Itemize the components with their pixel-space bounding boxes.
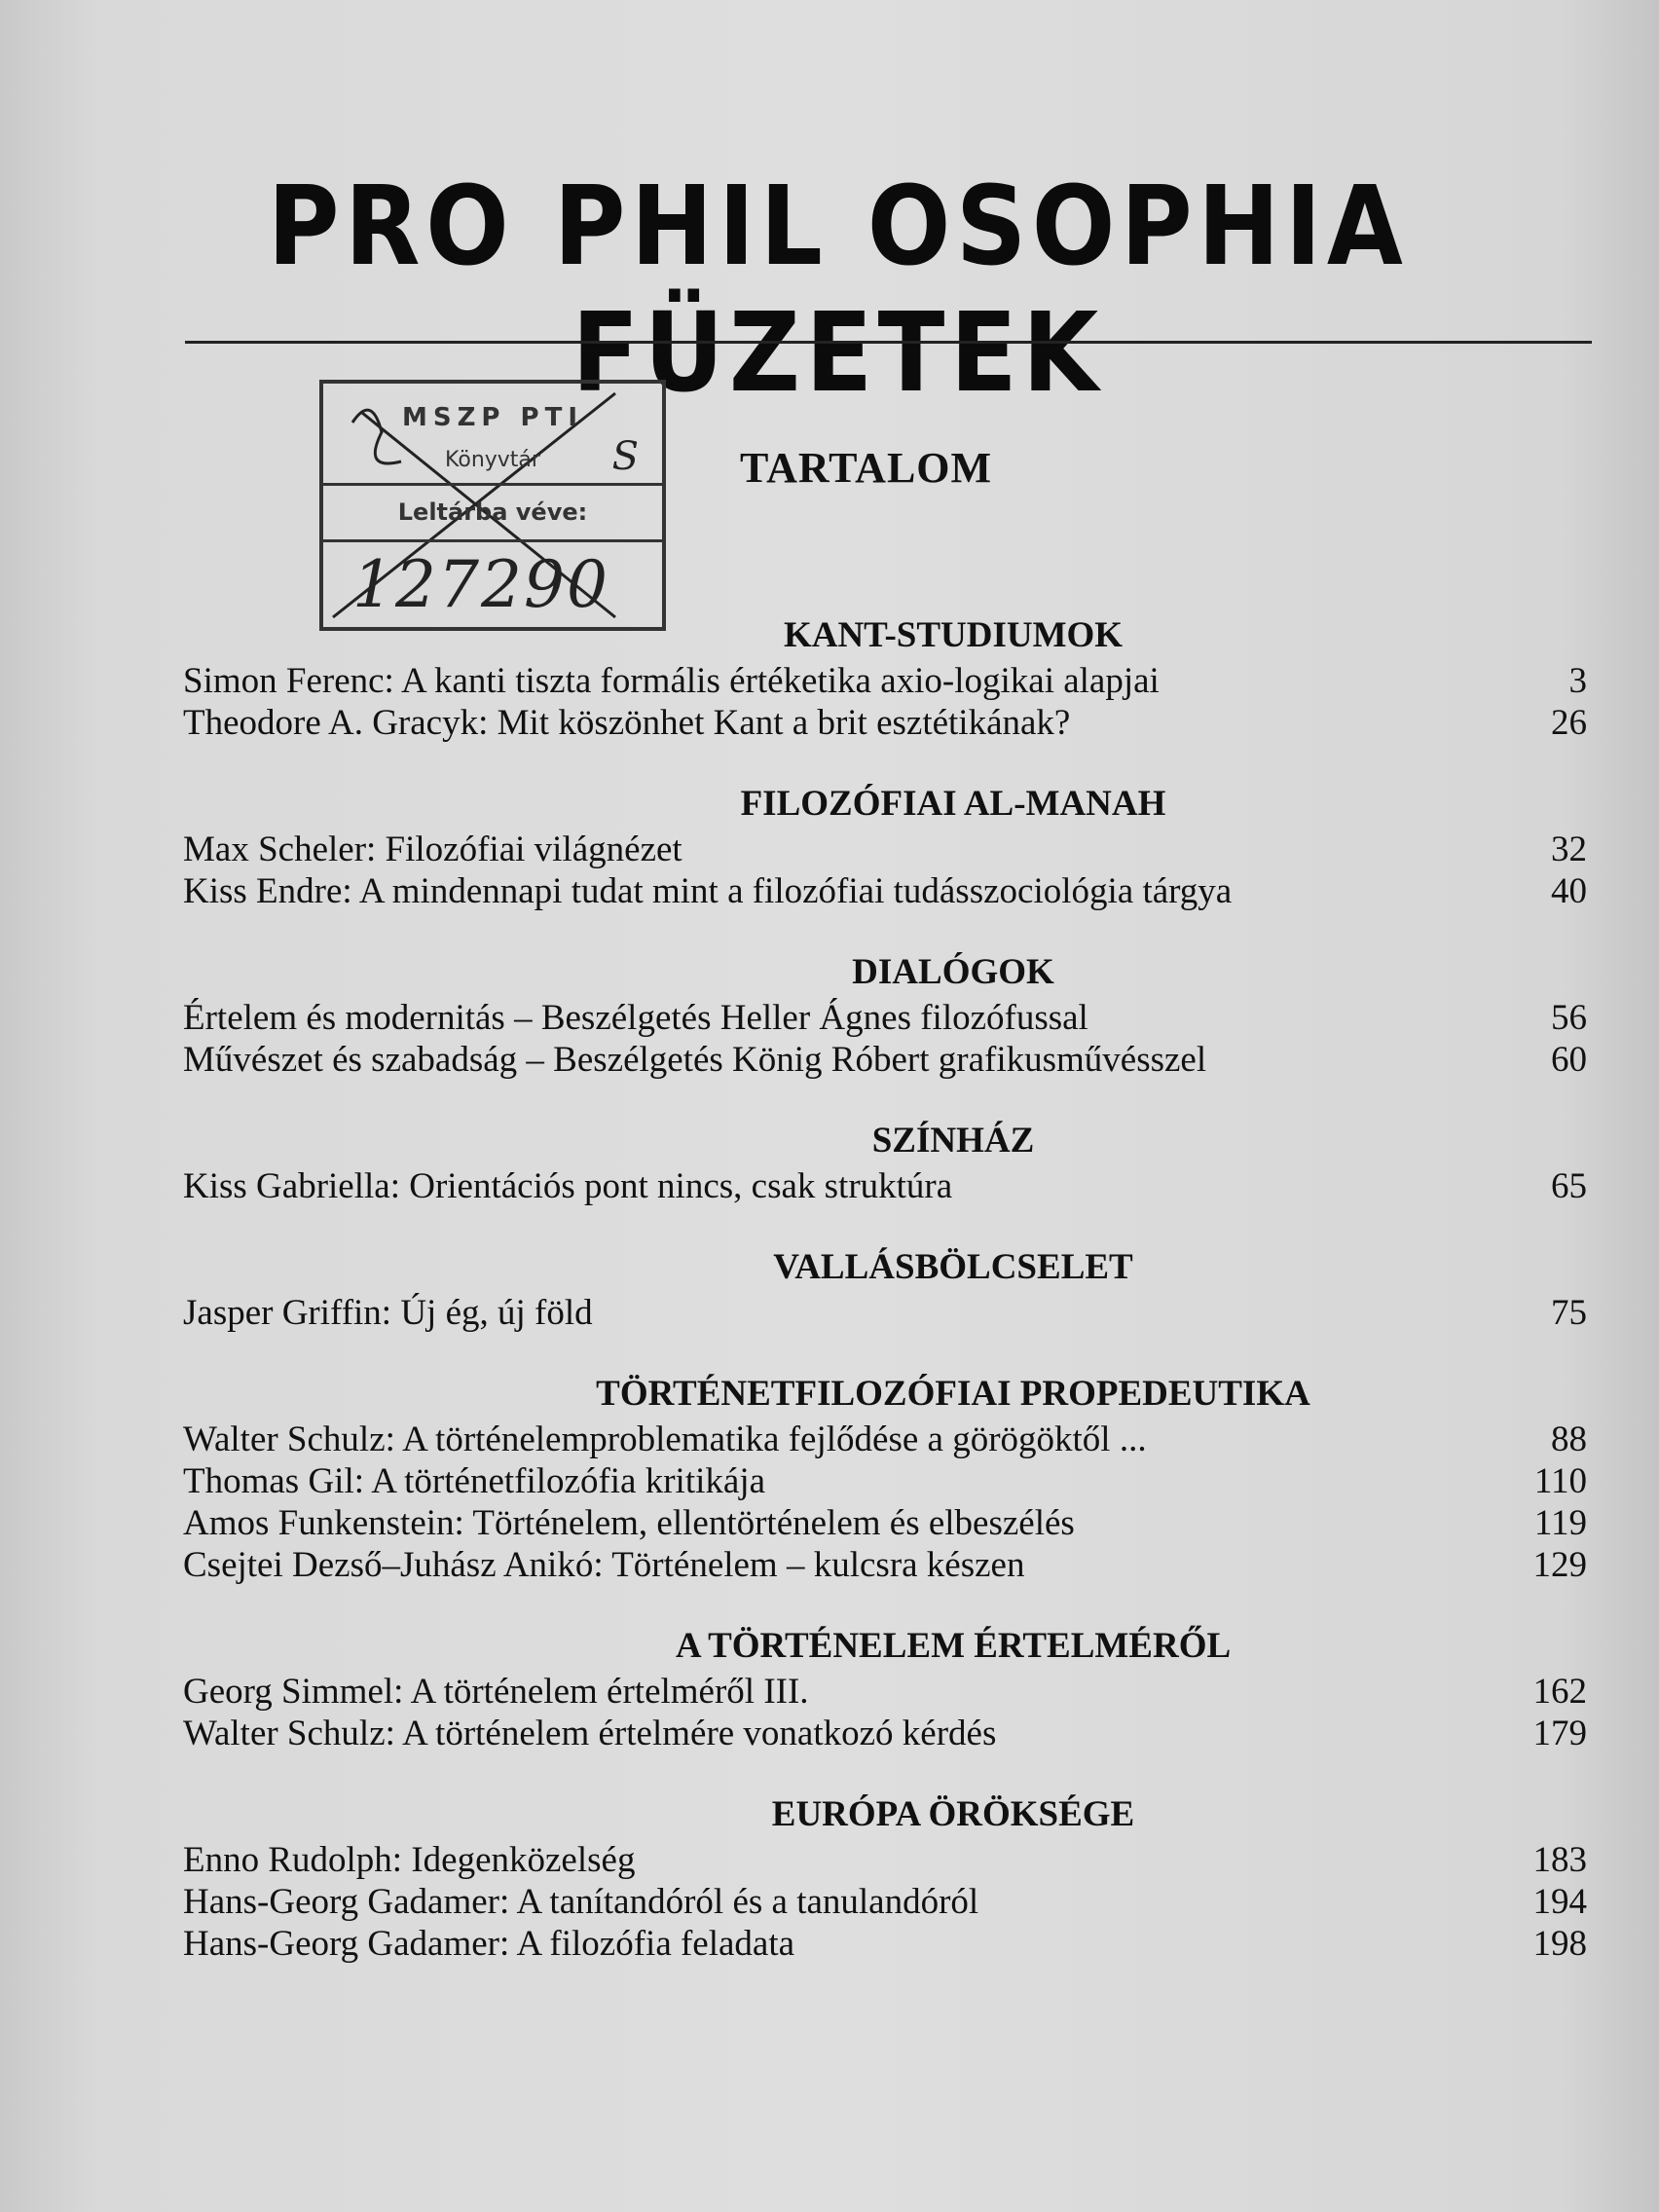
toc-section <box>183 613 1587 744</box>
toc-entry <box>183 1460 1587 1502</box>
toc-entry <box>183 1419 1587 1460</box>
entry-title: Jasper Griffin: Új ég, új föld <box>183 1293 593 1333</box>
stamp-inventory-number: 127290 <box>352 547 609 622</box>
stamp-divider <box>323 483 662 486</box>
entry-title: Csejtei Dezső–Juhász Anikó: Történelem – kulcsra készen <box>183 1545 1025 1585</box>
entry-page-number: 119 <box>1533 1503 1587 1543</box>
toc-entry <box>183 660 1587 702</box>
entry-title: Thomas Gil: A történetfilozófia kritikája <box>183 1461 766 1501</box>
stamp-mark: S <box>611 434 639 479</box>
toc-entry <box>183 1881 1587 1923</box>
entry-page-number: 179 <box>1532 1714 1587 1753</box>
library-stamp <box>319 380 666 631</box>
toc-entry <box>183 1502 1587 1544</box>
entry-title: Max Scheler: Filozófiai világnézet <box>183 830 682 869</box>
entry-title: Walter Schulz: A történelem értelmére vonatkozó kérdés <box>183 1714 997 1753</box>
entry-page-number: 32 <box>1551 830 1587 869</box>
entry-title: Theodore A. Gracyk: Mit köszönhet Kant a brit esztétikának? <box>183 703 1071 743</box>
section-title: KANT-STUDIUMOK <box>783 615 1124 655</box>
entry-page-number: 75 <box>1551 1293 1587 1333</box>
entry-title: Hans-Georg Gadamer: A tanítandóról és a tanulandóról <box>183 1882 979 1922</box>
entry-title: Művészet és szabadság – Beszélgetés König Róbert grafikusművésszel <box>183 1040 1207 1080</box>
toc-entry <box>183 1839 1587 1881</box>
toc-section <box>183 1245 1587 1334</box>
stamp-line-3: Leltárba véve: <box>397 498 588 526</box>
entry-page-number: 3 <box>1568 661 1587 701</box>
toc-entry <box>183 997 1587 1039</box>
entry-page-number: 183 <box>1532 1840 1587 1880</box>
toc-entry <box>183 1292 1587 1334</box>
toc-entry <box>183 1039 1587 1081</box>
toc-entry <box>183 1544 1587 1586</box>
toc-entry <box>183 702 1587 744</box>
section-title: A TÖRTÉNELEM ÉRTELMÉRŐL <box>675 1626 1232 1666</box>
toc-heading: TARTALOM <box>740 444 993 492</box>
toc-section <box>183 950 1587 1081</box>
toc-entry <box>183 1923 1587 1965</box>
section-title: FILOZÓFIAI AL-MANAH <box>740 784 1166 824</box>
stamp-line-1: MSZP PTI <box>401 403 584 432</box>
toc-entry <box>183 1713 1587 1754</box>
entry-title: Kiss Endre: A mindennapi tudat mint a filozófiai tudásszociológia tárgya <box>183 871 1233 911</box>
entry-page-number: 60 <box>1551 1040 1587 1080</box>
entry-page-number: 129 <box>1532 1545 1587 1585</box>
toc-section <box>183 1372 1587 1586</box>
entry-title: Amos Funkenstein: Történelem, ellentörténelem és elbeszélés <box>183 1503 1075 1543</box>
entry-page-number: 162 <box>1532 1672 1587 1712</box>
toc-section <box>183 782 1587 912</box>
stamp-divider <box>323 539 662 542</box>
toc-entry <box>183 870 1587 912</box>
entry-title: Enno Rudolph: Idegenközelség <box>183 1840 636 1880</box>
toc-entry <box>183 829 1587 870</box>
entry-page-number: 26 <box>1551 703 1587 743</box>
section-title: VALLÁSBÖLCSELET <box>773 1247 1133 1287</box>
entry-title: Walter Schulz: A történelemproblematika fejlődése a görögöktől ... <box>183 1419 1147 1459</box>
entry-title: Értelem és modernitás – Beszélgetés Heller Ágnes filozófussal <box>183 998 1088 1038</box>
stamp-line-2: Könyvtár <box>445 448 540 472</box>
table-of-contents <box>183 613 1587 2003</box>
title-divider <box>185 341 1592 344</box>
toc-entry <box>183 1671 1587 1713</box>
journal-title: PRO PHIL OSOPHIA FÜZETEK <box>267 164 1409 417</box>
entry-page-number: 194 <box>1532 1882 1587 1922</box>
entry-title: Hans-Georg Gadamer: A filozófia feladata <box>183 1924 795 1964</box>
entry-title: Kiss Gabriella: Orientációs pont nincs, csak struktúra <box>183 1166 953 1206</box>
entry-page-number: 56 <box>1551 998 1587 1038</box>
section-title: TÖRTÉNETFILOZÓFIAI PROPEDEUTIKA <box>596 1374 1310 1414</box>
toc-section <box>183 1792 1587 1965</box>
entry-page-number: 110 <box>1533 1461 1587 1501</box>
toc-entry <box>183 1165 1587 1207</box>
section-title: DIALÓGOK <box>852 952 1054 992</box>
toc-section <box>183 1624 1587 1754</box>
entry-page-number: 88 <box>1551 1419 1587 1459</box>
entry-page-number: 65 <box>1551 1166 1587 1206</box>
entry-page-number: 40 <box>1551 871 1587 911</box>
entry-title: Simon Ferenc: A kanti tiszta formális értéketika axio-logikai alapjai <box>183 661 1160 701</box>
entry-page-number: 198 <box>1532 1924 1587 1964</box>
toc-section <box>183 1119 1587 1207</box>
entry-title: Georg Simmel: A történelem értelméről III. <box>183 1672 809 1712</box>
section-title: EURÓPA ÖRÖKSÉGE <box>771 1794 1135 1834</box>
section-title: SZÍNHÁZ <box>871 1121 1035 1161</box>
